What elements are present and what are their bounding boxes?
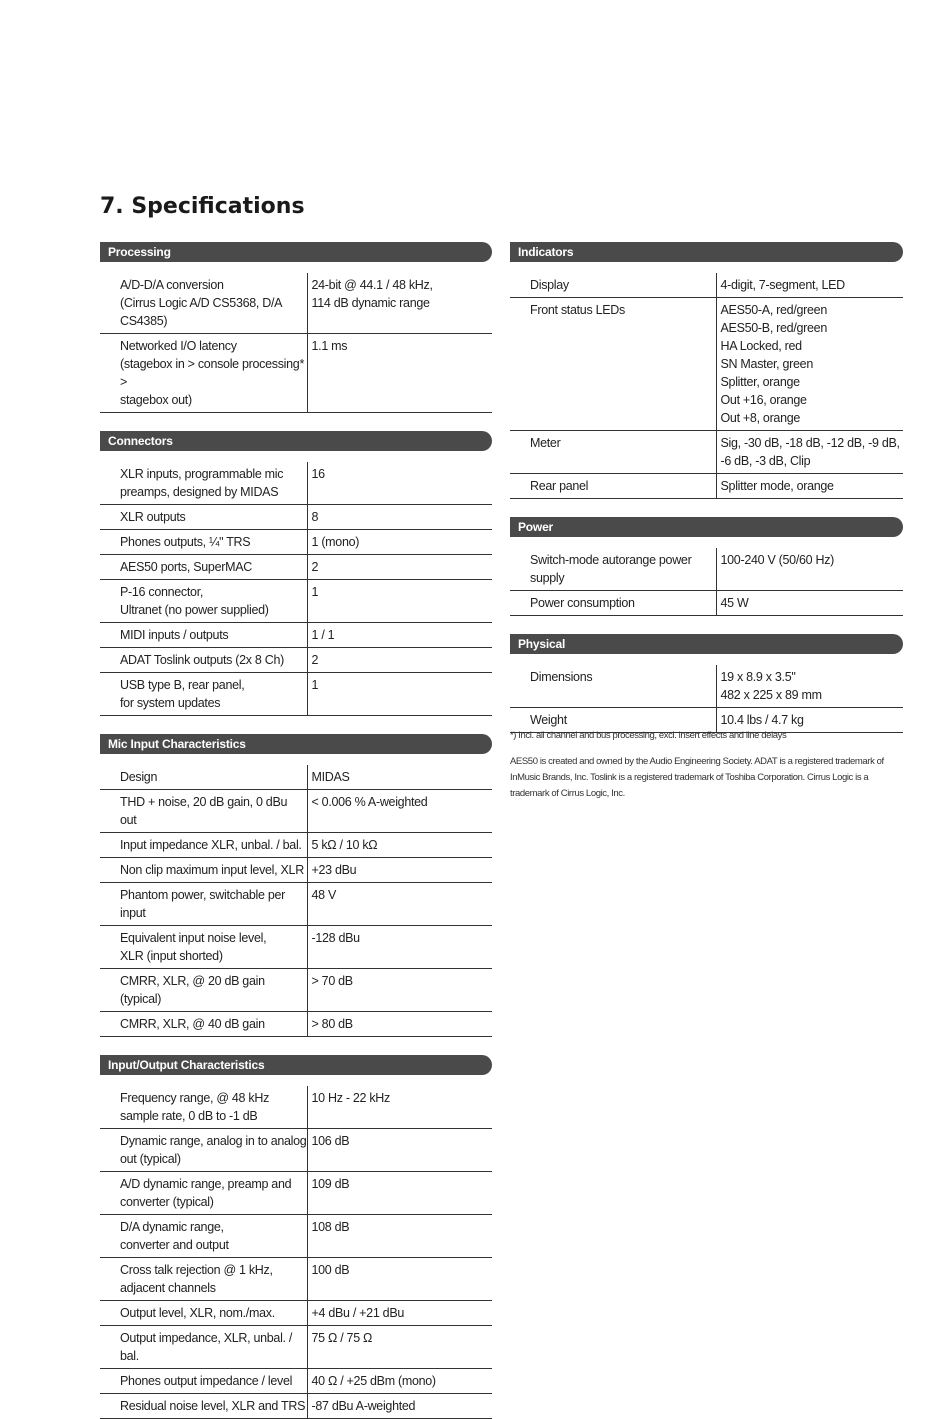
- spec-label: THD + noise, 20 dB gain, 0 dBu out: [100, 790, 307, 833]
- footnotes: [510, 728, 885, 802]
- spec-row: [100, 883, 492, 926]
- spec-label: Output impedance, XLR, unbal. / bal.: [100, 1326, 307, 1369]
- spec-row: [100, 555, 492, 580]
- section-header: Connectors: [100, 431, 492, 451]
- spec-row: [100, 1394, 492, 1419]
- spec-label: Cross talk rejection @ 1 kHz, adjacent channels: [100, 1258, 307, 1301]
- right-column: [510, 242, 903, 733]
- spec-label: USB type B, rear panel, for system updates: [100, 673, 307, 716]
- spec-row: [100, 580, 492, 623]
- spec-value: 2: [307, 648, 492, 673]
- spec-value: 106 dB: [307, 1129, 492, 1172]
- section-header: Input/Output Characteristics: [100, 1055, 492, 1075]
- spec-row: [100, 969, 492, 1012]
- spec-row: [510, 665, 903, 708]
- spec-value: +23 dBu: [307, 858, 492, 883]
- spec-label: Power consumption: [510, 591, 716, 616]
- spec-row: [100, 1129, 492, 1172]
- spec-label: A/D dynamic range, preamp and converter (typical): [100, 1172, 307, 1215]
- section-physical: [510, 634, 903, 733]
- spec-row: [100, 1369, 492, 1394]
- spec-row: [100, 623, 492, 648]
- spec-value: 45 W: [716, 591, 903, 616]
- spec-table: [100, 462, 492, 716]
- spec-label: Input impedance XLR, unbal. / bal.: [100, 833, 307, 858]
- spec-label: XLR outputs: [100, 505, 307, 530]
- spec-value: +4 dBu / +21 dBu: [307, 1301, 492, 1326]
- spec-row: [100, 648, 492, 673]
- spec-row: [510, 273, 903, 298]
- spec-row: [100, 765, 492, 790]
- spec-row: [100, 1215, 492, 1258]
- spec-row: [100, 790, 492, 833]
- spec-row: [510, 591, 903, 616]
- spec-label: Output level, XLR, nom./max.: [100, 1301, 307, 1326]
- spec-table: [510, 273, 903, 499]
- spec-label: Meter: [510, 431, 716, 474]
- section-header: Physical: [510, 634, 903, 654]
- spec-label: A/D-D/A conversion (Cirrus Logic A/D CS5368, D/A CS4385): [100, 273, 307, 334]
- spec-value: 109 dB: [307, 1172, 492, 1215]
- spec-value: 1 (mono): [307, 530, 492, 555]
- spec-table: [510, 548, 903, 616]
- section-power: [510, 517, 903, 616]
- spec-value: Sig, -30 dB, -18 dB, -12 dB, -9 dB, -6 dB, -3 dB, Clip: [716, 431, 903, 474]
- spec-value: 108 dB: [307, 1215, 492, 1258]
- spec-label: ADAT Toslink outputs (2x 8 Ch): [100, 648, 307, 673]
- spec-label: XLR inputs, programmable mic preamps, designed by MIDAS: [100, 462, 307, 505]
- spec-row: [510, 474, 903, 499]
- spec-label: D/A dynamic range, converter and output: [100, 1215, 307, 1258]
- spec-value: 48 V: [307, 883, 492, 926]
- spec-label: Networked I/O latency (stagebox in > console processing* > stagebox out): [100, 334, 307, 413]
- spec-label: Equivalent input noise level, XLR (input shorted): [100, 926, 307, 969]
- spec-row: [100, 505, 492, 530]
- spec-value: 1: [307, 673, 492, 716]
- spec-value: 24-bit @ 44.1 / 48 kHz, 114 dB dynamic range: [307, 273, 492, 334]
- section-connectors: [100, 431, 492, 716]
- spec-value: 2: [307, 555, 492, 580]
- spec-value: 1.1 ms: [307, 334, 492, 413]
- spec-label: Design: [100, 765, 307, 790]
- section-processing: [100, 242, 492, 413]
- spec-value: 75 Ω / 75 Ω: [307, 1326, 492, 1369]
- spec-value: > 80 dB: [307, 1012, 492, 1037]
- spec-value: < 0.006 % A-weighted: [307, 790, 492, 833]
- spec-row: [100, 858, 492, 883]
- spec-row: [100, 1172, 492, 1215]
- spec-row: [510, 298, 903, 431]
- section-header: Indicators: [510, 242, 903, 262]
- spec-row: [100, 926, 492, 969]
- spec-row: [100, 334, 492, 413]
- spec-value: -128 dBu: [307, 926, 492, 969]
- spec-row: [100, 673, 492, 716]
- spec-label: Display: [510, 273, 716, 298]
- spec-label: Residual noise level, XLR and TRS: [100, 1394, 307, 1419]
- spec-row: [100, 273, 492, 334]
- spec-value: AES50-A, red/green AES50-B, red/green HA Locked, red SN Master, green Splitter, orange Out +16, orange Out +8, orange: [716, 298, 903, 431]
- section-header: Mic Input Characteristics: [100, 734, 492, 754]
- left-column: [100, 242, 492, 1419]
- section-indicators: [510, 242, 903, 499]
- spec-label: P-16 connector, Ultranet (no power supplied): [100, 580, 307, 623]
- spec-value: > 70 dB: [307, 969, 492, 1012]
- spec-label: AES50 ports, SuperMAC: [100, 555, 307, 580]
- spec-value: 1 / 1: [307, 623, 492, 648]
- spec-row: [100, 530, 492, 555]
- spec-label: Front status LEDs: [510, 298, 716, 431]
- spec-value: 100 dB: [307, 1258, 492, 1301]
- spec-value: 1: [307, 580, 492, 623]
- section-mic-input-characteristics: [100, 734, 492, 1037]
- spec-label: Frequency range, @ 48 kHz sample rate, 0 dB to -1 dB: [100, 1086, 307, 1129]
- page-title: 7. Specifications: [100, 194, 305, 219]
- footnote-trademarks: AES50 is created and owned by the Audio Engineering Society. ADAT is a registered trademark of InMusic Brands, Inc. Toslink is a registered trademark of Toshiba Corporation. Cirrus Logic is a trademark of Cirrus Logic, Inc.: [510, 756, 884, 799]
- spec-label: Non clip maximum input level, XLR: [100, 858, 307, 883]
- section-header: Processing: [100, 242, 492, 262]
- spec-label: CMRR, XLR, @ 20 dB gain (typical): [100, 969, 307, 1012]
- spec-row: [510, 431, 903, 474]
- spec-value: MIDAS: [307, 765, 492, 790]
- spec-row: [100, 1086, 492, 1129]
- spec-value: 40 Ω / +25 dBm (mono): [307, 1369, 492, 1394]
- spec-value: 10 Hz - 22 kHz: [307, 1086, 492, 1129]
- spec-value: 5 kΩ / 10 kΩ: [307, 833, 492, 858]
- spec-label: Phantom power, switchable per input: [100, 883, 307, 926]
- spec-table: [100, 765, 492, 1037]
- spec-label: Rear panel: [510, 474, 716, 499]
- spec-label: Phones outputs, ¼" TRS: [100, 530, 307, 555]
- spec-value: 19 x 8.9 x 3.5" 482 x 225 x 89 mm: [716, 665, 903, 708]
- spec-label: CMRR, XLR, @ 40 dB gain: [100, 1012, 307, 1037]
- spec-table: [100, 273, 492, 413]
- spec-value: 4-digit, 7-segment, LED: [716, 273, 903, 298]
- spec-value: Splitter mode, orange: [716, 474, 903, 499]
- spec-value: 16: [307, 462, 492, 505]
- spec-label: Phones output impedance / level: [100, 1369, 307, 1394]
- spec-value: 100-240 V (50/60 Hz): [716, 548, 903, 591]
- spec-row: [510, 548, 903, 591]
- section-header: Power: [510, 517, 903, 537]
- spec-row: [100, 462, 492, 505]
- spec-label: Dynamic range, analog in to analog out (typical): [100, 1129, 307, 1172]
- spec-value: 8: [307, 505, 492, 530]
- spec-row: [100, 1258, 492, 1301]
- spec-row: [100, 1301, 492, 1326]
- spec-label: Dimensions: [510, 665, 716, 708]
- spec-value: -87 dBu A-weighted: [307, 1394, 492, 1419]
- spec-value: 10.4 lbs / 4.7 kg: [716, 708, 903, 733]
- spec-label: Switch-mode autorange power supply: [510, 548, 716, 591]
- spec-table: [100, 1086, 492, 1419]
- spec-table: [510, 665, 903, 733]
- spec-row: [100, 1326, 492, 1369]
- spec-label: MIDI inputs / outputs: [100, 623, 307, 648]
- footnote-processing: *) Incl. all channel and bus processing, excl. insert effects and line delays: [510, 730, 787, 741]
- spec-row: [100, 833, 492, 858]
- section-input-output-characteristics: [100, 1055, 492, 1419]
- spec-label: Weight: [510, 708, 716, 733]
- spec-row: [100, 1012, 492, 1037]
